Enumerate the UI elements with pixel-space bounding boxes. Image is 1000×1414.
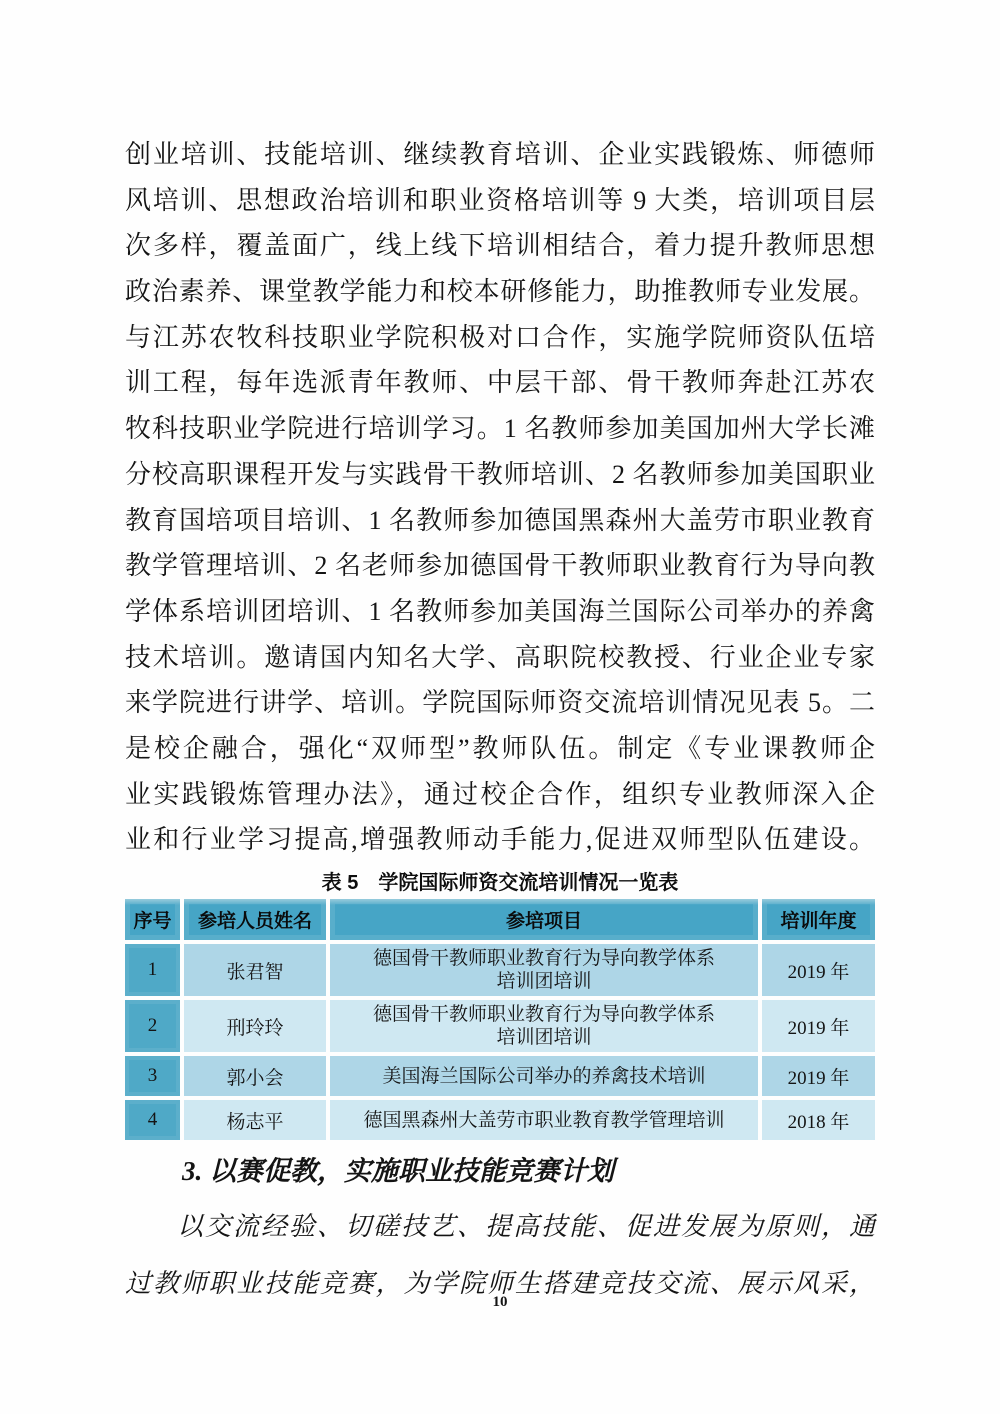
table-cell-name: 张君智: [184, 944, 326, 996]
paragraph-line: 创业培训、技能培训、继续教育培训、企业实践锻炼、师德师: [125, 140, 875, 169]
project-line: 德国黑森州大盖劳市职业教育教学管理培训: [363, 1109, 725, 1131]
paragraph-line: 业实践锻炼管理办法》，通过校企合作，组织专业教师深入企: [125, 779, 875, 809]
paragraph-line: 技术培训。邀请国内知名大学、高职院校教授、行业企业专家: [125, 642, 875, 672]
section-heading: 3. 以赛促教，实施职业技能竞赛计划: [182, 1156, 614, 1186]
table-cell-year: 2018 年: [762, 1100, 875, 1140]
paragraph-line: 与江苏农牧科技职业学院积极对口合作，实施学院师资队伍培: [125, 322, 875, 352]
table-cell-year: 2019 年: [762, 944, 875, 996]
table-caption: 表 5 学院国际师资交流培训情况一览表: [321, 872, 679, 894]
paragraph-line: 风培训、思想政治培训和职业资格培训等 9 大类，培训项目层: [125, 185, 875, 215]
paragraph-line: 分校高职课程开发与实践骨干教师培训、2 名教师参加美国职业: [125, 459, 875, 489]
table-cell-project: [330, 1000, 758, 1052]
table-cell-no: 4: [125, 1100, 180, 1140]
table-cell-project: [330, 1056, 758, 1096]
table-cell-project: [330, 1100, 758, 1140]
project-line: 美国海兰国际公司举办的养禽技术培训: [382, 1065, 706, 1087]
table-cell-name: 郭小会: [184, 1056, 326, 1096]
paragraph-line: 以交流经验、切磋技艺、提高技能、促进发展为原则，通: [177, 1212, 875, 1241]
table-cell-no: 3: [125, 1056, 180, 1096]
paragraph-line: 来学院进行讲学、培训。学院国际师资交流培训情况见表 5。二: [125, 688, 875, 718]
paragraph-line: 是校企融合，强化“双师型”教师队伍。制定《专业课教师企: [125, 733, 875, 763]
project-line: 德国骨干教师职业教育行为导向教学体系: [372, 948, 715, 969]
table-header-no: 序号: [125, 899, 180, 940]
paragraph-line: 业和行业学习提高,增强教师动手能力,促进双师型队伍建设。: [125, 825, 875, 855]
table-cell-project: [330, 944, 758, 996]
table-cell-year: 2019 年: [762, 1000, 875, 1052]
paragraph-line: 训工程，每年选派青年教师、中层干部、骨干教师奔赴江苏农: [125, 368, 875, 398]
paragraph-line: 次多样，覆盖面广，线上线下培训相结合，着力提升教师思想: [125, 231, 875, 261]
table-cell-no: 2: [125, 1000, 180, 1052]
table-header-project: 参培项目: [330, 899, 758, 940]
paragraph-line: 教育国培项目培训、1 名教师参加德国黑森州大盖劳市职业教育: [125, 505, 875, 535]
training-table: [125, 899, 875, 1140]
paragraph-line: 牧科技职业学院进行培训学习。1 名教师参加美国加州大学长滩: [125, 414, 875, 444]
table-cell-no: 1: [125, 944, 180, 996]
table-cell-year: 2019 年: [762, 1056, 875, 1096]
paragraph-line: 学体系培训团培训、1 名教师参加美国海兰国际公司举办的养禽: [125, 596, 875, 626]
page-number: 10: [492, 1294, 508, 1310]
paragraph-line: 过教师职业技能竞赛，为学院师生搭建竞技交流、展示风采，: [125, 1269, 875, 1298]
table-cell-name: 刑玲玲: [184, 1000, 326, 1052]
project-line: 德国骨干教师职业教育行为导向教学体系: [372, 1004, 715, 1025]
project-line: 培训团培训: [496, 971, 592, 992]
paragraph-line: 教学管理培训、2 名老师参加德国骨干教师职业教育行为导向教: [125, 551, 875, 581]
body-paragraph: [125, 132, 875, 863]
table-cell-name: 杨志平: [184, 1100, 326, 1140]
paragraph-line: 政治素养、课堂教学能力和校本研修能力，助推教师专业发展。: [125, 277, 875, 307]
table-header-year: 培训年度: [762, 899, 875, 940]
project-line: 培训团培训: [496, 1027, 592, 1048]
table-header-name: 参培人员姓名: [184, 899, 326, 940]
